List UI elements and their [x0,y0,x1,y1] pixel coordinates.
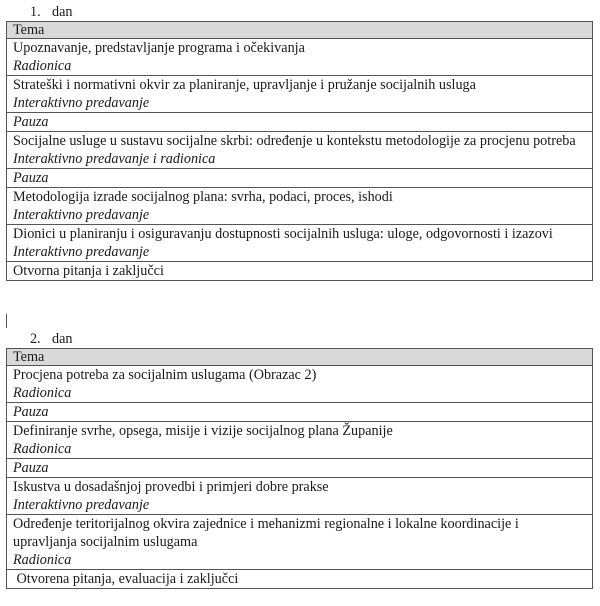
session-title: Određenje teritorijalnog okvira zajednice i mehanizmi regionalne i lokalne koordinacije i upravljanja socijalnim uslugama [13,516,519,550]
table-row [7,76,593,113]
day-1-heading [30,4,73,20]
table-row [7,459,593,478]
table-row [7,422,593,459]
table-row [7,478,593,515]
table-row [7,188,593,225]
table-cell [7,422,593,459]
day-2-table [6,348,593,589]
session-title: Iskustva u dosadašnjoj provedbi i primjeri dobre prakse [13,479,329,495]
session-title: Metodologija izrade socijalnog plana: svrha, podaci, proces, ishodi [13,189,393,205]
table-cell [7,39,593,76]
table-row [7,515,593,570]
session-format: Interaktivno predavanje i radionica [13,151,216,167]
table-cell [7,262,593,281]
session-format: Pauza [13,114,49,130]
table-row [7,403,593,422]
session-title: Procjena potreba za socijalnim uslugama (Obrazac 2) [13,367,317,383]
table-cell [7,570,593,589]
session-format: Radionica [13,441,72,457]
table-header-cell: Tema [7,349,593,366]
text-cursor [6,314,7,328]
table-cell [7,366,593,403]
table-cell [7,225,593,262]
table-cell [7,113,593,132]
table-row [7,366,593,403]
table-row [7,225,593,262]
session-format: Pauza [13,170,49,186]
table-cell [7,478,593,515]
session-format: Radionica [13,385,72,401]
session-format: Interaktivno predavanje [13,207,150,223]
day-1-label: dan [52,4,73,20]
day-2-heading [30,331,73,347]
table-cell [7,459,593,478]
table-row [7,39,593,76]
session-title: Upoznavanje, predstavljanje programa i očekivanja [13,40,305,56]
table-cell [7,76,593,113]
table-row [7,169,593,188]
table-cell [7,515,593,570]
table-row [7,570,593,589]
day-1-number: 1. [30,4,41,20]
session-format: Radionica [13,58,72,74]
table-cell [7,132,593,169]
table-cell [7,169,593,188]
session-title: Socijalne usluge u sustavu socijalne skrbi: određenje u kontekstu metodologije za procjenu potreba [13,133,576,149]
day-2-number: 2. [30,331,41,347]
table-row [7,132,593,169]
table-header-row [7,22,593,39]
day-1-table [6,21,593,281]
table-row [7,262,593,281]
session-format: Interaktivno predavanje [13,95,150,111]
session-title: Dionici u planiranju i osiguravanju dostupnosti socijalnih usluga: uloge, odgovornosti i izazovi [13,226,553,242]
session-format: Pauza [13,404,49,420]
session-title: Otvorna pitanja i zaključci [13,263,164,279]
table-header-cell: Tema [7,22,593,39]
session-format: Radionica [13,552,72,568]
table-row [7,113,593,132]
table-cell [7,188,593,225]
session-format: Interaktivno predavanje [13,244,150,260]
session-title: Strateški i normativni okvir za planiranje, upravljanje i pružanje socijalnih usluga [13,77,476,93]
table-cell [7,403,593,422]
session-title: Definiranje svrhe, opsega, misije i vizije socijalnog plana Županije [13,423,393,439]
day-2-label: dan [52,331,73,347]
session-format: Interaktivno predavanje [13,497,150,513]
session-title: Otvorena pitanja, evaluacija i zaključci [13,571,239,587]
table-header-row [7,349,593,366]
session-format: Pauza [13,460,49,476]
